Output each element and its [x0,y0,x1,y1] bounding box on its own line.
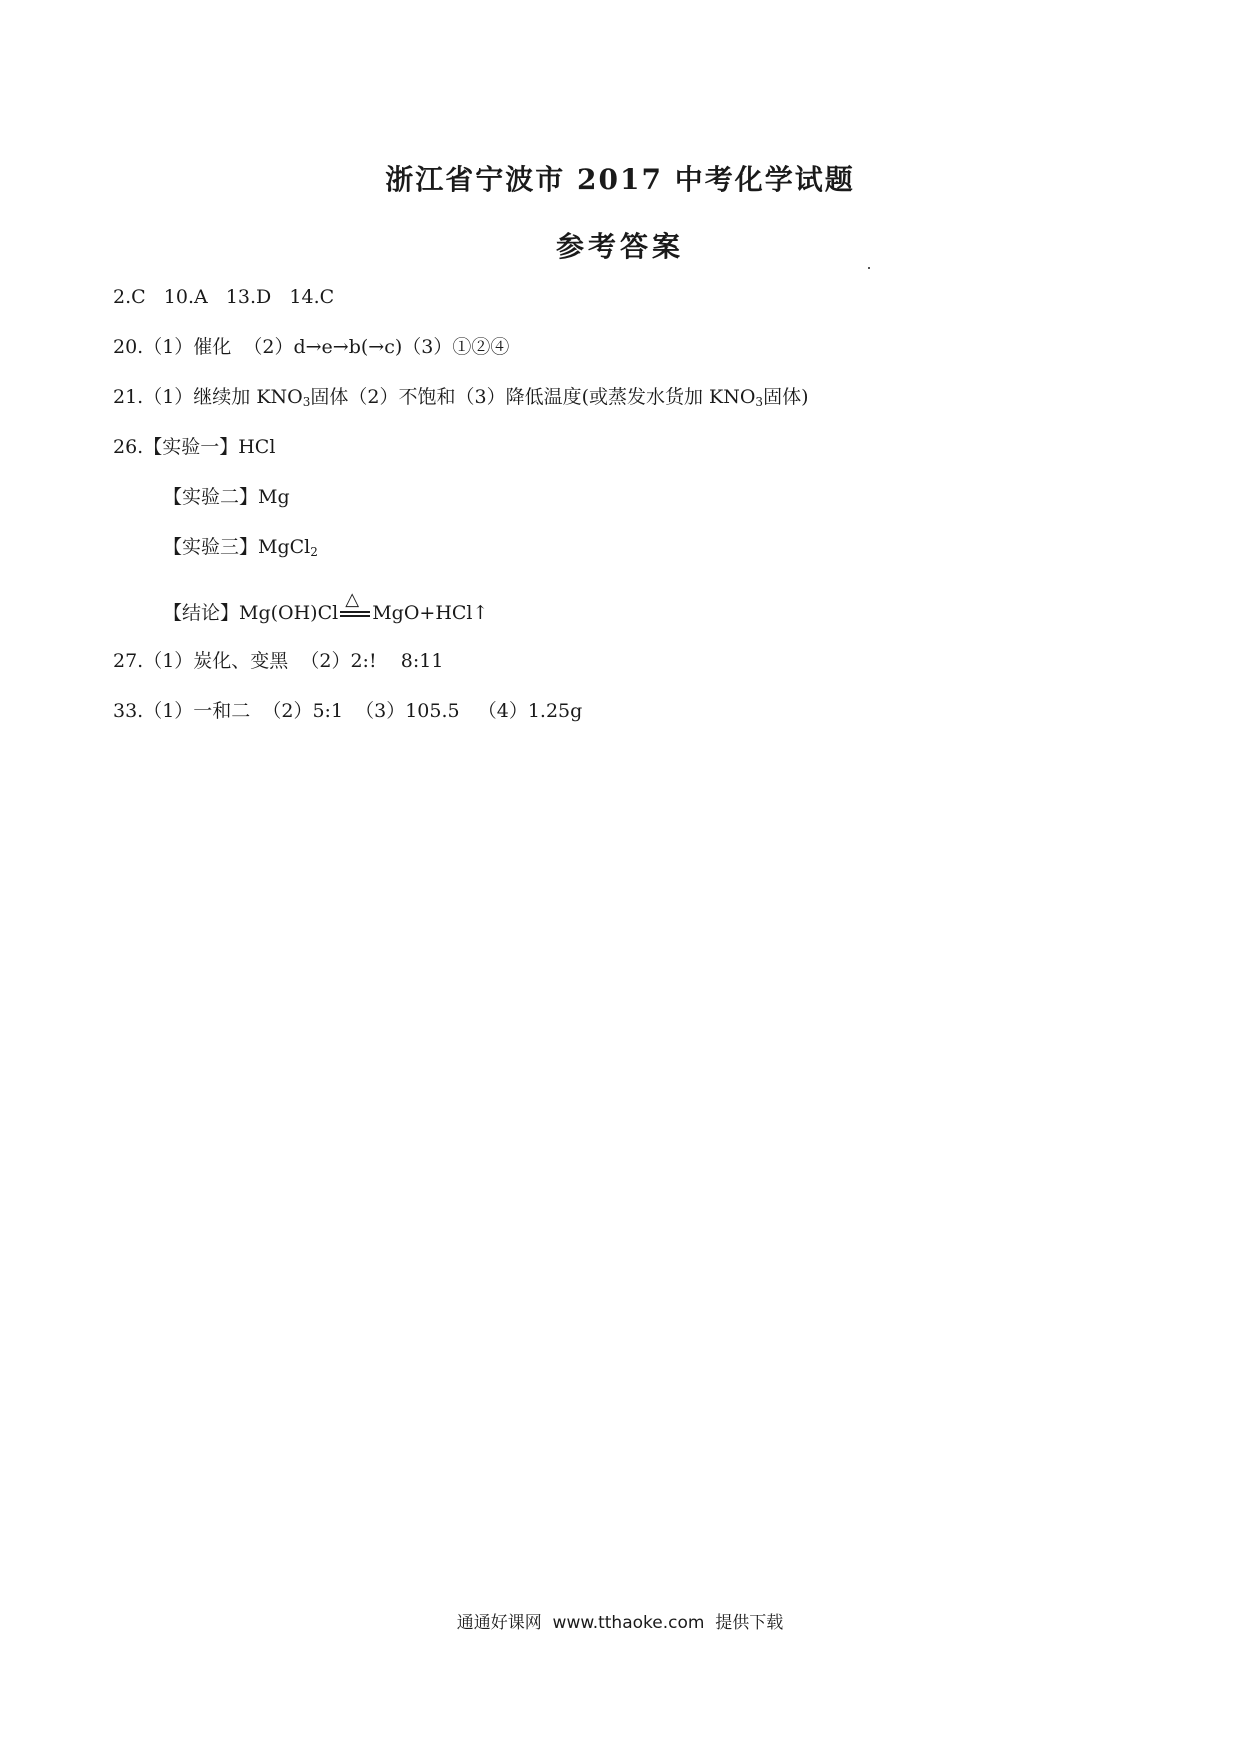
answer-21-part-a: 21.（1）继续加 KNO [113,386,303,408]
conclusion-products: MgO+HCl↑ [372,602,489,624]
equals-bar-top [340,611,370,613]
answer-21-part-b: 固体（2）不饱和（3）降低温度(或蒸发水货加 KNO [310,386,756,408]
answer-line-26-exp2: 【实验二】Mg [163,486,290,508]
answer-21-subscript-b: 3 [755,395,764,409]
footer-credit: 通通好课网 www.tthaoke.com 提供下载 [456,1613,784,1633]
answer-line-26-exp1: 26.【实验一】HCl [113,436,276,458]
document-subtitle: 参考答案 [555,230,684,263]
answer-26-exp3-text: 【实验三】MgCl [163,536,311,558]
answer-21-part-c: 固体) [763,386,809,408]
answer-line-26-conclusion [163,589,489,625]
conclusion-reactant: 【结论】Mg(OH)Cl [163,602,339,624]
answer-line-33: 33.（1）一和二 （2）5:1 （3）105.5 （4）1.25g [113,700,583,722]
scan-speck [868,267,870,269]
equals-bar-bottom [340,615,370,617]
heat-triangle-icon: △ [345,589,360,610]
answer-line-21 [113,385,808,414]
answer-26-exp3-subscript: 2 [310,545,318,559]
answer-line-20: 20.（1）催化 （2）d→e→b(→c)（3）①②④ [113,336,510,358]
answer-line-27: 27.（1）炭化、变黑 （2）2:! 8:11 [113,650,444,672]
heat-condition-sign [338,589,372,621]
answer-line-choice: 2.C 10.A 13.D 14.C [113,286,335,308]
answer-21-subscript-a: 3 [302,395,311,409]
document-title: 浙江省宁波市 2017 中考化学试题 [385,163,855,196]
answer-line-26-exp3 [163,535,318,564]
